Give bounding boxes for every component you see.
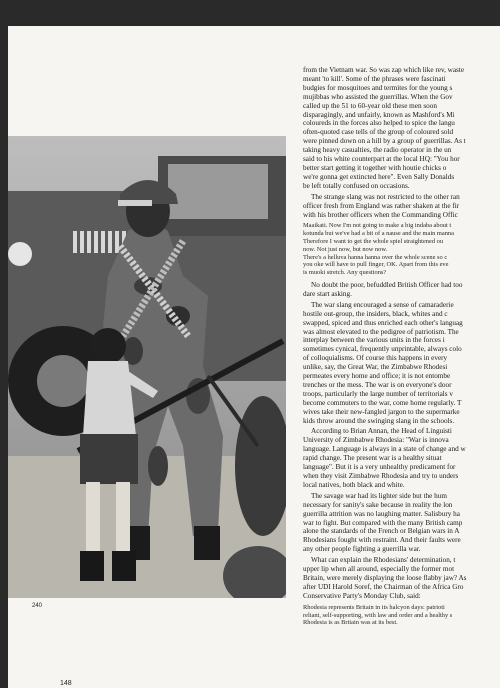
text-line: The war slang encouraged a sense of camaraderie xyxy=(311,300,454,309)
text-line: Conservative Party's Monday Club, said: xyxy=(303,591,421,600)
text-line: reliant, self-supporting, with law and order and a healthy s xyxy=(303,611,453,619)
book-page xyxy=(8,26,500,688)
text-line: Therefore I want to get the whole spiel straightened ou xyxy=(303,238,444,245)
text-line: University of Zimbabwe Rhodesia: "War is innova xyxy=(303,436,449,445)
text-line: better start getting it together with houtie chicks o xyxy=(303,163,447,172)
text-line: was almost elevated to the pedigree of patriotism. The xyxy=(303,327,459,336)
text-line: alone the standards of the French or Belgian wars in A xyxy=(303,527,460,536)
quote-block xyxy=(303,222,500,277)
text-line: become commuters to the war, come home regularly. T xyxy=(303,398,462,407)
text-line: permeates every home and office; it is not entombe xyxy=(303,372,451,381)
text-line: any other people fighting a guerrilla war. xyxy=(303,545,421,554)
text-line: Rhodesia represents Britain in its halcyon days: patrioti xyxy=(303,603,445,611)
paragraph xyxy=(303,193,500,220)
text-line: Rhodesia is as Britain was at its best. xyxy=(303,619,398,627)
text-line: when they visit Zimbabwe Rhodesia and try to unders xyxy=(303,472,459,481)
text-line: kids throw around the swinging slang in the schools. xyxy=(303,416,455,425)
text-line: is muoki stretch. Any questions? xyxy=(303,269,387,277)
text-line: often-quoted case tells of the group of coloured sold xyxy=(303,128,454,137)
text-line: unlike, say, the Great War, the Zimbabwe Rhodesi xyxy=(303,363,448,372)
text-line: language". But it is a very unhealthy predicament for xyxy=(303,463,456,472)
text-line: local natives, both black and white. xyxy=(303,480,405,489)
text-line: The strange slang was not restricted to the other ran xyxy=(311,192,460,201)
text-line: taking heavy casualties, the radio operator in the un xyxy=(303,146,452,155)
text-line: There's a helluva hanna hanna over the whole scene so c xyxy=(303,253,448,261)
text-line: dare start asking. xyxy=(303,289,352,298)
paragraph xyxy=(303,281,500,299)
text-line: meant 'to kill'. Some of the phrases were fascinati xyxy=(303,74,446,83)
text-column xyxy=(303,66,500,676)
text-line: The savage war had its lighter side but the hum xyxy=(311,491,447,500)
text-line: from the Vietnam war. So was zap which like rev, waste xyxy=(303,66,465,74)
text-line: troops, particularly the large number of territorials v xyxy=(303,389,453,398)
text-line: budgies for mosquitoes and termites for the young s xyxy=(303,83,453,92)
text-line: officer fresh from England was rather shaken at the fir xyxy=(303,201,460,210)
text-line: guerrilla attrition was no laughing matter. Salisbury ha xyxy=(303,509,460,518)
text-line: you oke will have to pull finger, OK. Apart from this eve xyxy=(303,261,449,269)
text-line: language. Language is always in a state of change and w xyxy=(303,445,466,454)
text-line: Rhodesians fought with restraint. And their faults were xyxy=(303,536,461,545)
text-line: According to Brian Annan, the Head of Linguisti xyxy=(311,427,452,436)
paragraph xyxy=(303,492,500,554)
text-line: were pinned down on a hill by a group of guerrillas. As t xyxy=(303,137,466,146)
text-line: disparagingly, and unfairly, known as Mashford's Mi xyxy=(303,110,455,119)
text-line: of colloquialisms. Of course this happens in every xyxy=(303,354,448,363)
paragraph xyxy=(303,301,500,426)
text-line: swapped, spiced and thus enriched each other's languag xyxy=(303,318,463,327)
text-line: now. Not just now, but now now. xyxy=(303,245,388,253)
text-line: upper lip when all around, especially the former mot xyxy=(303,565,455,574)
photo-caption-number: 240 xyxy=(32,603,43,609)
text-line: called up the 51 to 60-year old these men soon xyxy=(303,101,437,110)
quote-block xyxy=(303,604,500,627)
text-line: Britain, were merely displaying the loose flabby jaw? As xyxy=(303,573,467,582)
text-line: war to fight. But compared with the many British camp xyxy=(303,518,463,527)
paragraph xyxy=(303,556,500,601)
text-line: No doubt the poor, befuddled British Officer had too xyxy=(311,280,463,289)
text-line: What can explain the Rhodesians' determination, t xyxy=(311,556,456,565)
text-line: sometimes cynical, frequently unprintable, always colo xyxy=(303,345,462,354)
text-line: we're gonna get extincted here". Even Sally Donalds xyxy=(303,172,455,181)
text-line: necessary for sanity's sake because in reality the lon xyxy=(303,500,453,509)
paragraph xyxy=(303,427,500,489)
text-line: hostile out-group, the insiders, black, whites and c xyxy=(303,309,448,318)
text-line: mujibbas who assisted the guerrillas. When the Gov xyxy=(303,92,453,101)
text-line: trenches or the mess. The war is on everyone's door xyxy=(303,380,452,389)
photograph xyxy=(8,136,286,598)
text-line: rapid change. The present war is a healthy situat xyxy=(303,454,442,463)
text-line: said to his white counterpart at the local HQ: "You hor xyxy=(303,155,460,164)
text-line: after UDI Harold Soref, the Chairman of the Africa Gro xyxy=(303,582,464,591)
text-line: with his brother officers when the Commanding Offic xyxy=(303,210,458,219)
text-line: kotunda but we've had a bit of a nause and the main manna xyxy=(303,230,454,238)
text-line: be left totally confused on occasions. xyxy=(303,181,410,190)
text-line: coloureds in the forces also helped to spice the langu xyxy=(303,119,455,128)
page-number: 148 xyxy=(60,680,72,687)
text-line: interplay between the various units in the forces i xyxy=(303,336,445,345)
text-line: wives take their new-fangled jargon to the supermarke xyxy=(303,407,460,416)
paragraph xyxy=(303,66,500,191)
photo-illustration xyxy=(8,136,286,598)
text-line: Maaikati. Now I'm not going to make a big indaba about t xyxy=(303,222,452,230)
